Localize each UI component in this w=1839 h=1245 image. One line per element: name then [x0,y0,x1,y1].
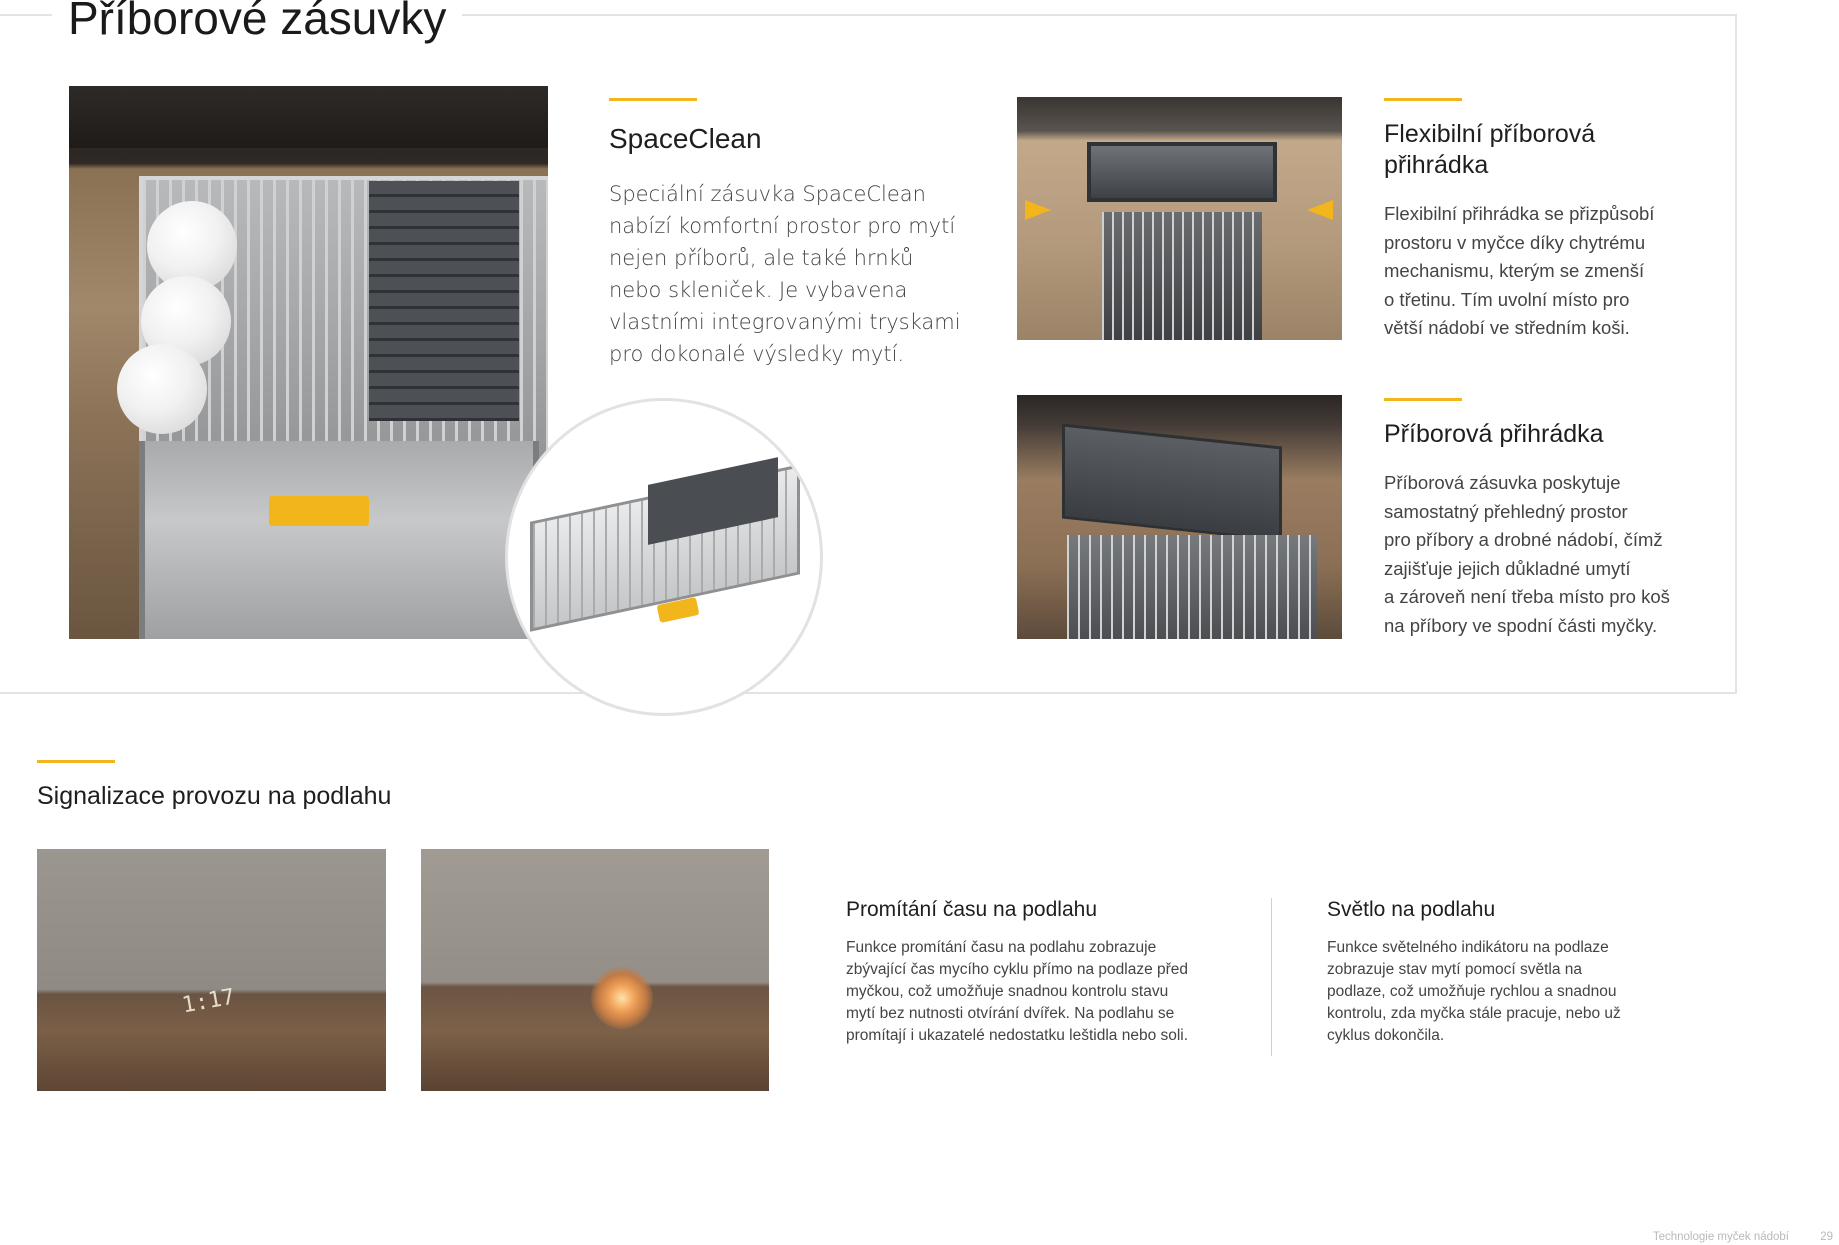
footer-title: Technologie myček nádobí [1652,1231,1789,1243]
page-number: 29 [1820,1231,1833,1243]
cutlery-text [1384,469,1670,641]
spaceclean-heading: SpaceClean [609,123,762,154]
text-line: zbývající čas mycího cyklu přímo na podlaze před [846,961,1189,978]
text-line: cyklus dokončila. [1327,1027,1445,1044]
arrow-left-icon [1307,200,1333,220]
accent-line [37,760,115,763]
floor-light-photo [421,849,769,1091]
text-line: kontrolu, zda myčka stále pracuje, nebo už [1327,1005,1621,1022]
accent-line [1384,98,1462,101]
dish-rack [1067,535,1317,639]
text-line: nejen příborů, ale také hrnků [609,246,914,270]
spaceclean-dishwasher-photo [69,86,548,639]
countertop [69,86,548,148]
text-line: nebo skleniček. Je vybavena [609,278,908,302]
column-divider [1271,898,1272,1056]
floor-light-text [1327,937,1621,1047]
floor-light-heading: Světlo na podlahu [1327,898,1496,921]
cutlery-heading: Příborová přihrádka [1384,420,1604,448]
cutlery-tray-photo [1017,395,1342,639]
floor-time-heading: Promítání času na podlahu [846,898,1097,921]
text-line: Funkce světelného indikátoru na podlaze [1327,939,1609,956]
text-line: zajišťuje jejich důkladné umytí [1384,557,1631,579]
text-line: zobrazuje stav mytí pomocí světla na [1327,961,1583,978]
text-line: myčkou, což umožňuje snadnou kontrolu stavu [846,983,1169,1000]
flexible-heading [1384,119,1595,181]
text-line: Příborová zásuvka poskytuje [1384,472,1621,493]
text-line: mechanismu, kterým se zmenší [1384,260,1645,282]
dishwasher-tub [139,441,539,639]
bowl [117,344,207,434]
text-line: promítají i ukazatelé nedostatku leštidla nebo soli. [846,1027,1189,1044]
text-line: Flexibilní přihrádka se přizpůsobí [1384,203,1655,224]
flexible-tray-photo [1017,97,1342,340]
text-line: Funkce promítání času na podlahu zobrazuje [846,939,1157,956]
text-line: podlaze, což umožňuje rychlou a snadnou [1327,983,1617,1000]
floor-projection: 1:17 [180,984,237,1019]
text-line: pro dokonalé výsledky mytí. [609,342,905,366]
page-title: Příborové zásuvky [52,0,462,48]
dish-rack [1102,212,1262,340]
drawer-handle [269,496,369,526]
text-line: pro příbory a drobné nádobí, čímž [1384,529,1663,551]
floor-time-photo [37,849,386,1091]
heading-line: přihrádka [1384,151,1489,179]
text-line: prostoru v myčce díky chytrému [1384,231,1646,253]
accent-line [1384,398,1462,401]
drawer-detail-circle [505,398,823,716]
text-line: Speciální zásuvka SpaceClean [609,182,926,206]
text-line: na příbory ve spodní části myčky. [1384,614,1658,636]
text-line: větší nádobí ve středním koši. [1384,317,1630,339]
floor-time-text [846,937,1188,1047]
text-line: vlastními integrovanými tryskami [609,310,961,334]
flexible-text [1384,200,1654,343]
cutlery-basket [369,181,519,421]
accent-line [609,98,697,101]
arrow-right-icon [1025,200,1051,220]
spaceclean-text [609,178,961,370]
text-line: o třetinu. Tím uvolní místo pro [1384,288,1630,310]
floor-light-glow [591,967,653,1029]
heading-line: Flexibilní příborová [1384,120,1596,148]
cutlery-tray [1087,142,1277,202]
signal-heading: Signalizace provozu na podlahu [37,782,392,810]
text-line: samostatný přehledný prostor [1384,500,1628,522]
text-line: a zároveň není třeba místo pro koš [1384,586,1670,608]
cutlery-tray [1062,423,1282,541]
text-line: mytí bez nutnosti otvírání dvířek. Na podlahu se [846,1005,1175,1022]
text-line: nabízí komfortní prostor pro mytí [609,214,956,238]
